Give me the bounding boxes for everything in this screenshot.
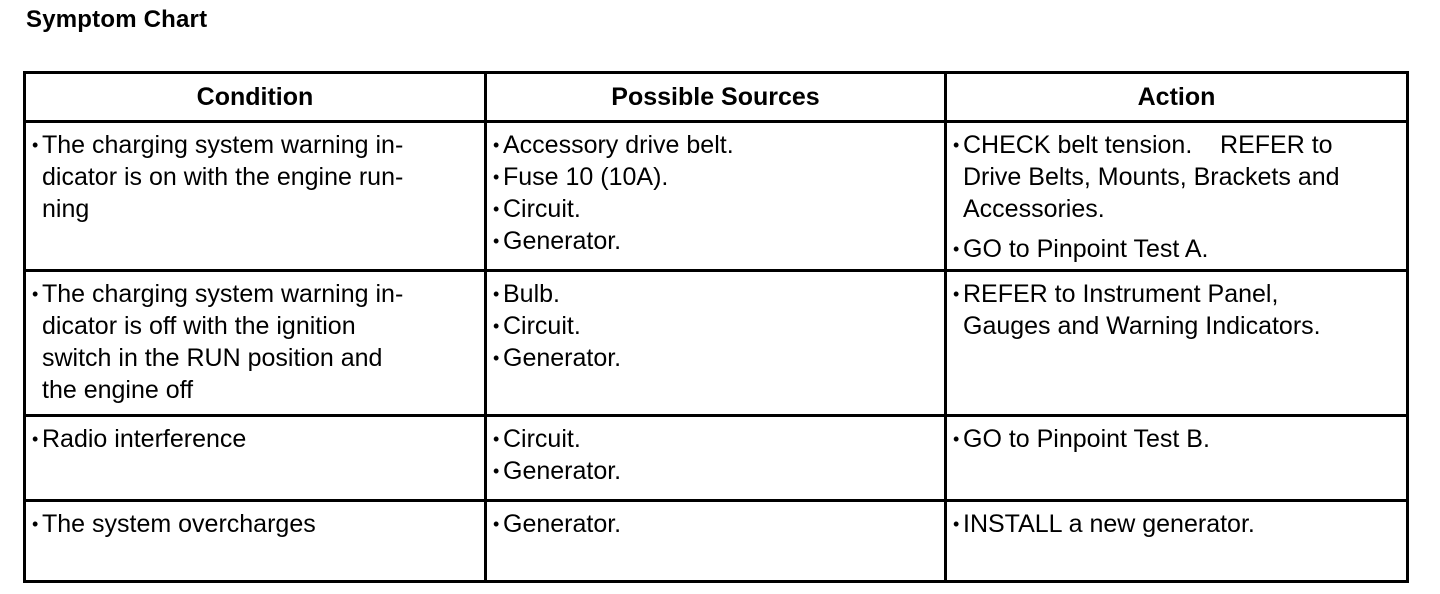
bullet-icon: • [953,284,960,304]
condition-text: Radio interference [42,425,247,453]
table-row [25,271,1408,416]
action-item [953,129,1398,225]
bullet-icon: • [32,284,39,304]
action-line [953,278,1398,310]
source-item [493,193,936,225]
bullet-icon: • [493,284,500,304]
condition-text: The system overcharges [42,510,316,538]
bullet-icon: • [953,429,960,449]
action-item [953,508,1398,540]
condition-line [32,374,476,406]
source-item [493,161,936,193]
action-cell [946,271,1408,416]
source-text: Generator. [503,227,622,255]
action-line [953,508,1398,540]
bullet-icon: • [493,316,500,336]
action-cell [946,501,1408,582]
condition-cell [25,271,486,416]
condition-line [32,508,476,540]
action-text: CHECK belt tension. REFER to [963,131,1333,159]
source-text: Circuit. [503,425,581,453]
symptom-table [23,71,1409,583]
source-item [493,225,936,257]
source-text: Fuse 10 (10A). [503,163,669,191]
table-header-row [25,73,1408,122]
bullet-icon: • [493,429,500,449]
condition-line [32,129,476,161]
action-text: INSTALL a new generator. [963,510,1255,538]
source-item [493,310,936,342]
bullet-icon: • [32,429,39,449]
source-item [493,278,936,310]
source-text: Accessory drive belt. [503,131,734,159]
source-item [493,455,936,487]
action-text: REFER to Instrument Panel, [963,280,1279,308]
bullet-icon: • [953,514,960,534]
condition-cell [25,416,486,501]
header-action: Action [946,73,1408,122]
source-text: Generator. [503,510,622,538]
bullet-icon: • [493,514,500,534]
bullet-icon: • [32,514,39,534]
action-text: Accessories. [963,195,1105,223]
condition-text: dicator is off with the ignition [42,312,356,340]
bullet-icon: • [493,167,500,187]
source-item [493,423,936,455]
table-row [25,501,1408,582]
condition-text: The charging system warning in- [42,131,404,159]
condition-line [32,423,476,455]
action-item [953,423,1398,455]
action-line [953,161,1398,193]
source-item [493,129,936,161]
action-cell [946,122,1408,271]
condition-cell [25,501,486,582]
condition-text: the engine off [42,376,194,404]
condition-line [32,278,476,310]
table-row [25,122,1408,271]
condition-line [32,342,476,374]
bullet-icon: • [493,231,500,251]
action-text: Drive Belts, Mounts, Brackets and [963,163,1340,191]
header-possible-sources: Possible Sources [486,73,946,122]
action-item [953,278,1398,342]
action-text: GO to Pinpoint Test B. [963,425,1210,453]
source-text: Circuit. [503,312,581,340]
bullet-icon: • [953,239,960,259]
source-text: Generator. [503,344,622,372]
action-line [953,129,1398,161]
condition-line [32,161,476,193]
condition-line [32,193,476,225]
action-cell [946,416,1408,501]
bullet-icon: • [493,199,500,219]
sources-cell [486,271,946,416]
sources-cell [486,416,946,501]
action-line [953,193,1398,225]
bullet-icon: • [493,461,500,481]
source-item [493,508,936,540]
condition-text: The charging system warning in- [42,280,404,308]
condition-text: dicator is on with the engine run- [42,163,404,191]
bullet-icon: • [953,135,960,155]
source-text: Generator. [503,457,622,485]
bullet-icon: • [32,135,39,155]
condition-text: switch in the RUN position and [42,344,383,372]
sources-cell [486,501,946,582]
page-title: Symptom Chart [26,6,208,33]
source-text: Circuit. [503,195,581,223]
condition-text: ning [42,195,90,223]
action-item [953,233,1398,265]
bullet-icon: • [493,135,500,155]
action-line [953,423,1398,455]
header-condition: Condition [25,73,486,122]
sources-cell [486,122,946,271]
action-line [953,310,1398,342]
table-row [25,416,1408,501]
action-line [953,233,1398,265]
bullet-icon: • [493,348,500,368]
action-text: Gauges and Warning Indicators. [963,312,1321,340]
action-text: GO to Pinpoint Test A. [963,235,1209,263]
source-item [493,342,936,374]
condition-line [32,310,476,342]
source-text: Bulb. [503,280,560,308]
condition-cell [25,122,486,271]
